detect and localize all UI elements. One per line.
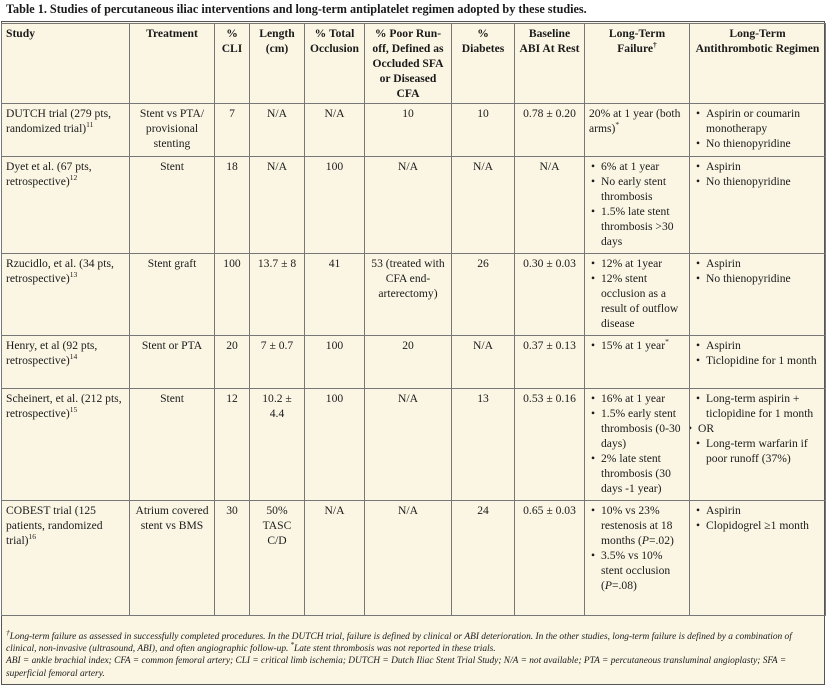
header-length: Length (cm) (250, 24, 305, 104)
ref-number: 11 (86, 120, 94, 130)
regimen-cell (690, 501, 826, 616)
regimen-cell (690, 336, 826, 389)
cli-cell: 18 (215, 157, 250, 254)
cli-cell: 12 (215, 389, 250, 501)
length-cell: 7 ± 0.7 (250, 336, 305, 389)
regimen-list (694, 391, 821, 466)
runoff-cell: N/A (365, 389, 452, 501)
table-row (2, 389, 826, 501)
study-name: Rzucidlo, et al. (34 pts, retrospective) (6, 257, 114, 285)
list-item: • 1.5% late stent thrombosis >30 days (601, 204, 685, 249)
cli-cell: 100 (215, 254, 250, 336)
abi-cell: 0.65 ± 0.03 (515, 501, 585, 616)
study-cell (2, 389, 130, 501)
list-item: • 1.5% early stent thrombosis (0-30 days) (601, 406, 685, 451)
footnote-abbreviations: ABI = ankle brachial index; CFA = common femoral artery; CLI = critical limb ischemia; DUTCH = Dutch Iliac Stent Trial Study; N/A = not available; PTA = percutaneous transluminal angioplasty; SFA = superficial femoral artery. (6, 656, 787, 679)
treatment-cell: Stent vs PTA/ provisional stenting (130, 104, 215, 157)
study-name: Henry, et al (92 pts, retrospective) (6, 339, 98, 367)
list-item: • Ticlopidine for 1 month (706, 353, 821, 368)
abi-cell: 0.53 ± 0.16 (515, 389, 585, 501)
length-cell: 10.2 ± 4.4 (250, 389, 305, 501)
header-cli: % CLI (215, 24, 250, 104)
header-treatment: Treatment (130, 24, 215, 104)
diabetes-cell: 13 (452, 389, 515, 501)
table-row (2, 157, 826, 254)
regimen-cell (690, 389, 826, 501)
list-item: • Long-term aspirin + ticlopidine for 1 month (706, 391, 821, 421)
failure-text: 20% at 1 year (both arms) (589, 107, 681, 135)
length-cell: 50% TASC C/D (250, 501, 305, 616)
abi-cell: 0.78 ± 0.20 (515, 104, 585, 157)
regimen-cell (690, 254, 826, 336)
treatment-cell: Stent graft (130, 254, 215, 336)
study-cell (2, 336, 130, 389)
diabetes-cell: N/A (452, 336, 515, 389)
header-failure-label: Long-Term Failure (608, 27, 666, 55)
ref-number: 13 (69, 270, 78, 280)
list-item (601, 338, 685, 353)
regimen-cell (690, 104, 826, 157)
dagger-mark: † (6, 627, 10, 637)
header-row (2, 24, 826, 104)
regimen-list (694, 256, 821, 286)
header-regimen: Long-Term Antithrombotic Regimen (690, 24, 826, 104)
occlusion-cell: 100 (305, 336, 365, 389)
cli-cell: 20 (215, 336, 250, 389)
length-cell: 13.7 ± 8 (250, 254, 305, 336)
failure-list (589, 338, 685, 353)
occlusion-cell: 100 (305, 157, 365, 254)
table-footnotes (6, 627, 818, 680)
list-item: • 16% at 1 year (601, 391, 685, 406)
failure-text: 15% at 1 year (601, 339, 666, 352)
header-diabetes: % Diabetes (452, 24, 515, 104)
study-name: DUTCH trial (279 pts, randomized trial) (6, 107, 111, 135)
header-failure (585, 24, 690, 104)
treatment-cell: Stent or PTA (130, 336, 215, 389)
treatment-cell: Stent (130, 157, 215, 254)
failure-cell (585, 389, 690, 501)
table-row (2, 501, 826, 616)
failure-cell (585, 104, 690, 157)
asterisk-mark: * (288, 640, 294, 650)
diabetes-cell: 26 (452, 254, 515, 336)
list-item: • 6% at 1 year (601, 159, 685, 174)
runoff-cell: N/A (365, 157, 452, 254)
or-separator (698, 421, 821, 436)
list-item: • Aspirin (706, 503, 821, 518)
diabetes-cell: N/A (452, 157, 515, 254)
length-cell: N/A (250, 157, 305, 254)
abi-cell: N/A (515, 157, 585, 254)
failure-text: 10% vs 23% restenosis at 18 months ( (601, 504, 673, 547)
treatment-cell: Stent (130, 389, 215, 501)
failure-text: 3.5% vs 10% stent occlusion ( (601, 549, 671, 592)
asterisk-mark: * (665, 337, 669, 347)
header-occlusion: % Total Occlusion (305, 24, 365, 104)
list-item: • 12% stent occlusion as a result of outflow disease (601, 271, 685, 331)
p-symbol: P (641, 534, 649, 547)
runoff-cell: N/A (365, 501, 452, 616)
list-item: • No early stent thrombosis (601, 174, 685, 204)
abi-cell: 0.30 ± 0.03 (515, 254, 585, 336)
regimen-list (694, 106, 821, 151)
footnote-text: Late stent thrombosis was not reported in these trials. (293, 644, 496, 655)
list-item: • Clopidogrel ≥1 month (706, 518, 821, 533)
studies-table (1, 23, 826, 616)
list-item: • No thienopyridine (706, 174, 821, 189)
footnote-failure (6, 627, 818, 655)
diabetes-cell: 10 (452, 104, 515, 157)
failure-cell (585, 254, 690, 336)
footnote-text: Long-term failure as assessed in successfully completed procedures. In the DUTCH trial, failure is defined by clinical or ABI deterioration. In the other studies, long-term failure is defined by a combination of clinical, non-invasive (ultrasound, ABI), and often angiographic follow-up. (6, 632, 792, 655)
runoff-cell: 20 (365, 336, 452, 389)
failure-list (589, 391, 685, 496)
p-value: =.08) (611, 579, 637, 592)
ref-number: 12 (69, 173, 78, 183)
failure-list (589, 503, 685, 593)
list-item: • Aspirin (706, 338, 821, 353)
cli-cell: 7 (215, 104, 250, 157)
regimen-list (694, 338, 821, 368)
ref-number: 14 (69, 352, 78, 362)
treatment-cell: Atrium covered stent vs BMS (130, 501, 215, 616)
occlusion-cell: N/A (305, 501, 365, 616)
list-item: • Aspirin or coumarin monotherapy (706, 106, 821, 136)
ref-number: 16 (28, 532, 37, 542)
study-cell (2, 157, 130, 254)
header-abi: Baseline ABI At Rest (515, 24, 585, 104)
table-row (2, 336, 826, 389)
failure-list (589, 159, 685, 249)
failure-cell (585, 157, 690, 254)
list-item: • No thienopyridine (706, 271, 821, 286)
ref-number: 15 (69, 405, 78, 415)
dagger-mark: † (653, 40, 657, 50)
regimen-list (694, 159, 821, 189)
study-cell (2, 254, 130, 336)
study-name: Dyet et al. (67 pts, retrospective) (6, 160, 92, 188)
diabetes-cell: 24 (452, 501, 515, 616)
header-study: Study (2, 24, 130, 104)
regimen-cell (690, 157, 826, 254)
occlusion-cell: 41 (305, 254, 365, 336)
list-item: • Aspirin (706, 256, 821, 271)
runoff-cell: 10 (365, 104, 452, 157)
asterisk-mark: * (615, 120, 620, 130)
or-label: OR (698, 422, 715, 435)
list-item: • 2% late stent thrombosis (30 days -1 year) (601, 451, 685, 496)
regimen-list (694, 503, 821, 533)
study-name: Scheinert, et al. (212 pts, retrospective) (6, 392, 122, 420)
list-item: • No thienopyridine (706, 136, 821, 151)
list-item: • Aspirin (706, 159, 821, 174)
p-symbol: P (604, 579, 612, 592)
header-runoff: % Poor Run-off, Defined as Occluded SFA or Diseased CFA (365, 24, 452, 104)
table-caption: Table 1. Studies of percutaneous iliac interventions and long-term antiplatelet regimen adopted by these studies. (6, 2, 587, 16)
occlusion-cell: N/A (305, 104, 365, 157)
failure-cell (585, 501, 690, 616)
list-item: • 12% at 1year (601, 256, 685, 271)
failure-list (589, 256, 685, 331)
p-value: =.02) (649, 534, 674, 547)
list-item (601, 548, 685, 593)
list-item: • Long-term warfarin if poor runoff (37%) (706, 436, 821, 466)
table-row (2, 254, 826, 336)
runoff-cell: 53 (treated with CFA end-arterectomy) (365, 254, 452, 336)
cli-cell: 30 (215, 501, 250, 616)
list-item (601, 503, 685, 548)
occlusion-cell: 100 (305, 389, 365, 501)
failure-cell (585, 336, 690, 389)
study-cell (2, 501, 130, 616)
length-cell: N/A (250, 104, 305, 157)
study-name: COBEST trial (125 patients, randomized trial) (6, 504, 103, 547)
table-row (2, 104, 826, 157)
abi-cell: 0.37 ± 0.13 (515, 336, 585, 389)
study-cell (2, 104, 130, 157)
